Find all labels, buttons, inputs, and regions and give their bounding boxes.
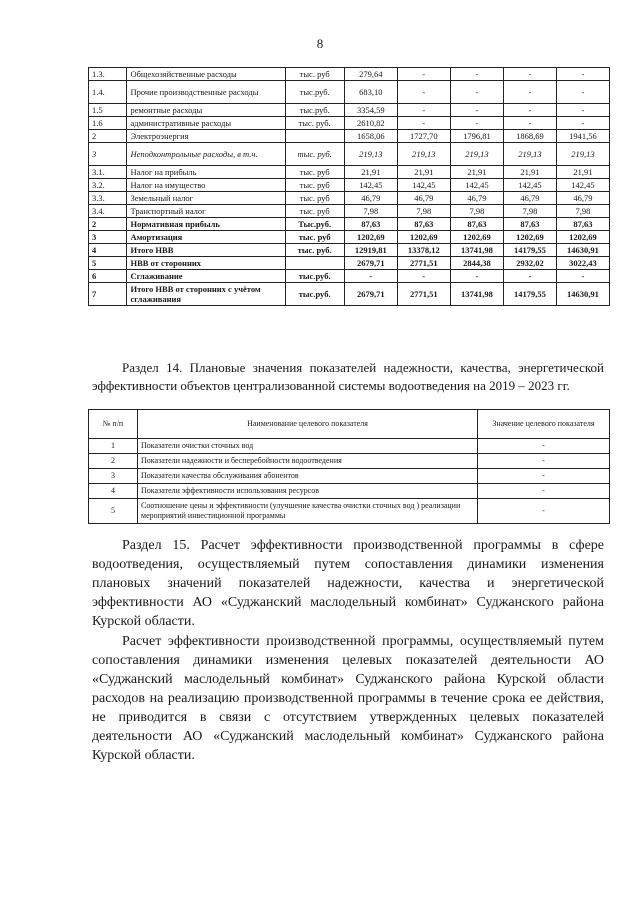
- table-row: [89, 231, 610, 244]
- row-code: 2: [89, 130, 127, 143]
- table-row: [89, 283, 610, 306]
- row-value: 142,45: [556, 179, 609, 192]
- row-value: 1796,81: [450, 130, 503, 143]
- row-value: -: [397, 81, 450, 104]
- row-value: 7,98: [397, 205, 450, 218]
- row-value: -: [450, 104, 503, 117]
- row-value: 14630,91: [556, 283, 609, 306]
- row-unit: тыс. руб: [285, 179, 344, 192]
- row-unit: тыс. руб.: [285, 117, 344, 130]
- row-value: 2679,71: [344, 257, 397, 270]
- row-unit: тыс.руб.: [285, 270, 344, 283]
- row-code: 7: [89, 283, 127, 306]
- indicator-number: 5: [89, 499, 138, 524]
- row-value: 683,10: [344, 81, 397, 104]
- indicator-value: -: [478, 499, 610, 524]
- row-value: 2679,71: [344, 283, 397, 306]
- row-value: -: [450, 117, 503, 130]
- row-code: 1.5: [89, 104, 127, 117]
- row-code: 1.6: [89, 117, 127, 130]
- row-value: -: [450, 81, 503, 104]
- row-code: 6: [89, 270, 127, 283]
- row-value: -: [503, 68, 556, 81]
- row-value: 1727,70: [397, 130, 450, 143]
- row-value: 12919,81: [344, 244, 397, 257]
- row-code: 3.1.: [89, 166, 127, 179]
- row-value: 2610,82: [344, 117, 397, 130]
- row-value: 14179,55: [503, 244, 556, 257]
- row-value: 1202,69: [450, 231, 503, 244]
- row-value: 46,79: [450, 192, 503, 205]
- row-value: 21,91: [344, 166, 397, 179]
- row-value: 219,13: [556, 143, 609, 166]
- row-value: 13741,98: [450, 244, 503, 257]
- row-value: 21,91: [397, 166, 450, 179]
- table-row: [89, 205, 610, 218]
- table-row: [89, 179, 610, 192]
- table-row: [89, 257, 610, 270]
- row-value: -: [397, 68, 450, 81]
- row-value: 7,98: [450, 205, 503, 218]
- row-value: -: [556, 68, 609, 81]
- row-value: -: [344, 270, 397, 283]
- row-code: 5: [89, 257, 127, 270]
- row-value: 13741,98: [450, 283, 503, 306]
- row-name: Прочие производственные расходы: [127, 81, 285, 104]
- efficiency-paragraph: Расчет эффективности производственной программы, осуществляемый путем сопоставления динамики изменения целевых показателей деятельности АО «Суджанский маслодельный комбинат» Суджанского района Курской области расходов на реализацию производственной программы в течение срока ее действия, не приводится в связи с отсутствием утвержденных целевых показателей деятельности АО «Суджанский маслодельный комбинат» Суджанского района Курской области.: [92, 634, 604, 763]
- row-name: ремонтные расходы: [127, 104, 285, 117]
- table-row: [89, 454, 610, 469]
- row-value: -: [556, 81, 609, 104]
- row-value: -: [503, 104, 556, 117]
- table-row: [89, 143, 610, 166]
- row-value: 2771,51: [397, 283, 450, 306]
- table-row: [89, 439, 610, 454]
- section-15-paragraph: Раздел 15. Расчет эффективности производственной программы в сфере водоотведения, осуществляемый путем сопоставления динамики изменения плановых значений показателей надежности, качества и энергетической эффективности АО «Суджанский маслодельный комбинат» Суджанского района Курской области.: [92, 538, 604, 629]
- row-value: 7,98: [344, 205, 397, 218]
- row-value: 46,79: [503, 192, 556, 205]
- row-value: 14179,55: [503, 283, 556, 306]
- row-value: 2932,02: [503, 257, 556, 270]
- row-value: 87,63: [450, 218, 503, 231]
- row-value: 142,45: [344, 179, 397, 192]
- row-value: 14630,91: [556, 244, 609, 257]
- row-name: Итого НВВ: [127, 244, 285, 257]
- row-name: Амортизация: [127, 231, 285, 244]
- row-name: Общехозяйственные расходы: [127, 68, 285, 81]
- row-value: 13378,12: [397, 244, 450, 257]
- row-unit: тыс.руб.: [285, 104, 344, 117]
- row-code: 3: [89, 143, 127, 166]
- row-code: 1.3.: [89, 68, 127, 81]
- row-value: 7,98: [503, 205, 556, 218]
- row-unit: Тыс.руб.: [285, 218, 344, 231]
- row-name: административные расходы: [127, 117, 285, 130]
- row-value: 142,45: [503, 179, 556, 192]
- row-unit: [285, 257, 344, 270]
- row-name: Налог на прибыль: [127, 166, 285, 179]
- indicator-name: Показатели очистки сточных вод: [138, 439, 478, 454]
- row-value: 279,64: [344, 68, 397, 81]
- row-value: -: [503, 270, 556, 283]
- table-row: [89, 117, 610, 130]
- cost-table: [88, 67, 610, 306]
- row-value: 87,63: [503, 218, 556, 231]
- table-row: [89, 81, 610, 104]
- row-unit: тыс. руб: [285, 205, 344, 218]
- row-value: 219,13: [503, 143, 556, 166]
- row-code: 3: [89, 231, 127, 244]
- table-row: [89, 469, 610, 484]
- indicator-number: 1: [89, 439, 138, 454]
- row-value: 1941,56: [556, 130, 609, 143]
- row-unit: тыс. руб: [285, 231, 344, 244]
- table-row: [89, 130, 610, 143]
- row-value: -: [556, 117, 609, 130]
- header-indicator-name: Наименование целевого показателя: [138, 410, 478, 439]
- table-row: [89, 484, 610, 499]
- row-value: 1202,69: [344, 231, 397, 244]
- row-unit: тыс. руб: [285, 192, 344, 205]
- indicator-name: Показатели надежности и бесперебойности водоотведения: [138, 454, 478, 469]
- row-value: 21,91: [503, 166, 556, 179]
- row-value: 219,13: [450, 143, 503, 166]
- row-value: 46,79: [344, 192, 397, 205]
- row-value: -: [556, 104, 609, 117]
- table-row: [89, 192, 610, 205]
- row-value: 1202,69: [397, 231, 450, 244]
- row-value: 142,45: [397, 179, 450, 192]
- table-row: [89, 270, 610, 283]
- row-value: 2771,51: [397, 257, 450, 270]
- indicator-number: 2: [89, 454, 138, 469]
- row-value: 219,13: [397, 143, 450, 166]
- section-14-heading: Раздел 14. Плановые значения показателей надежности, качества, энергетической эффективности объектов централизованной системы водоотведения на 2019 – 2023 гг.: [92, 360, 604, 393]
- row-value: 46,79: [556, 192, 609, 205]
- row-value: -: [397, 104, 450, 117]
- row-value: 87,63: [344, 218, 397, 231]
- indicator-value: -: [478, 454, 610, 469]
- indicator-number: 3: [89, 469, 138, 484]
- row-name: Транспортный налог: [127, 205, 285, 218]
- table-row: [89, 499, 610, 524]
- table-row: [89, 244, 610, 257]
- indicator-name: Соотношение цены и эффективности (улучшение качества очистки сточных вод ) реализации мероприятий инвестиционной программы: [138, 499, 478, 524]
- row-value: -: [503, 81, 556, 104]
- row-value: -: [450, 68, 503, 81]
- row-value: 46,79: [397, 192, 450, 205]
- row-unit: тыс.руб.: [285, 81, 344, 104]
- row-value: 1658,06: [344, 130, 397, 143]
- table-row: [89, 68, 610, 81]
- row-code: 4: [89, 244, 127, 257]
- row-name: Итого НВВ от сторонних с учётом сглаживания: [127, 283, 285, 306]
- row-value: -: [450, 270, 503, 283]
- row-code: 3.4.: [89, 205, 127, 218]
- row-value: 219,13: [344, 143, 397, 166]
- row-value: -: [503, 117, 556, 130]
- row-name: Электроэнергия: [127, 130, 285, 143]
- row-name: Налог на имущество: [127, 179, 285, 192]
- header-number: № п/п: [89, 410, 138, 439]
- row-unit: тыс. руб: [285, 68, 344, 81]
- row-value: 1202,69: [556, 231, 609, 244]
- row-code: 3.2.: [89, 179, 127, 192]
- indicator-number: 4: [89, 484, 138, 499]
- table-row: [89, 218, 610, 231]
- page-number: 8: [316, 36, 324, 51]
- row-value: 21,91: [556, 166, 609, 179]
- row-value: 87,63: [397, 218, 450, 231]
- row-value: 7,98: [556, 205, 609, 218]
- indicator-value: -: [478, 484, 610, 499]
- row-value: -: [397, 117, 450, 130]
- target-indicators-table: [88, 409, 610, 524]
- row-unit: тыс. руб: [285, 166, 344, 179]
- row-code: 3.3.: [89, 192, 127, 205]
- indicator-value: -: [478, 439, 610, 454]
- row-value: -: [556, 270, 609, 283]
- row-value: 3354,59: [344, 104, 397, 117]
- row-name: Земельный налог: [127, 192, 285, 205]
- header-target-value: Значение целевого показателя: [478, 410, 610, 439]
- row-value: 2844,38: [450, 257, 503, 270]
- indicator-name: Показатели качества обслуживания абонентов: [138, 469, 478, 484]
- row-unit: тыс. руб.: [285, 244, 344, 257]
- row-value: 87,63: [556, 218, 609, 231]
- row-name: Сглаживание: [127, 270, 285, 283]
- row-value: 142,45: [450, 179, 503, 192]
- row-code: 2: [89, 218, 127, 231]
- row-unit: [285, 130, 344, 143]
- row-value: 1202,69: [503, 231, 556, 244]
- indicator-value: -: [478, 469, 610, 484]
- row-name: Нормативная прибыль: [127, 218, 285, 231]
- indicator-name: Показатели эффективности использования ресурсов: [138, 484, 478, 499]
- row-unit: тыс.руб.: [285, 283, 344, 306]
- row-value: 3022,43: [556, 257, 609, 270]
- row-name: НВВ от сторонних: [127, 257, 285, 270]
- row-value: -: [397, 270, 450, 283]
- row-name: Неподконтрольные расходы, в т.ч.: [127, 143, 285, 166]
- row-value: 21,91: [450, 166, 503, 179]
- table-row: [89, 104, 610, 117]
- table-row: [89, 166, 610, 179]
- row-code: 1.4.: [89, 81, 127, 104]
- row-value: 1868,69: [503, 130, 556, 143]
- row-unit: тыс. руб.: [285, 143, 344, 166]
